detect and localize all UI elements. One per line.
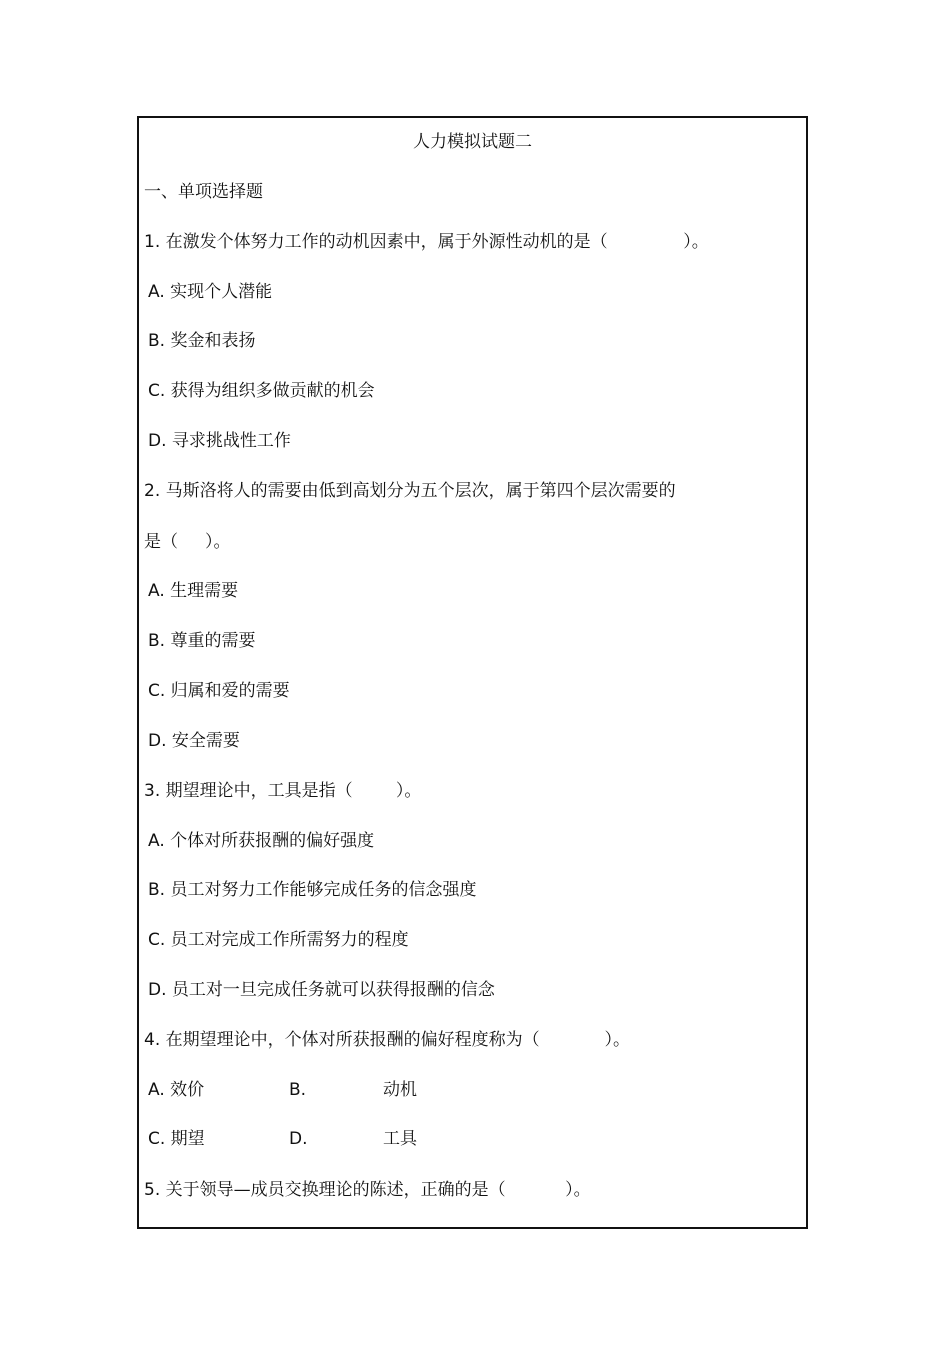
question-4-option-c: C. 期望: [148, 1129, 205, 1149]
question-2-option-a: A. 生理需要: [148, 581, 239, 601]
question-3-option-a: A. 个体对所获报酬的偏好强度: [148, 831, 375, 851]
question-5-stem: 5. 关于领导—成员交换理论的陈述，正确的是（ ）。: [144, 1180, 591, 1200]
question-4-option-a: A. 效价: [148, 1080, 205, 1100]
question-1-option-d: D. 寻求挑战性工作: [148, 431, 291, 451]
question-4-stem: 4. 在期望理论中，个体对所获报酬的偏好程度称为（ ）。: [144, 1030, 630, 1050]
question-2-stem-line-1: 2. 马斯洛将人的需要由低到高划分为五个层次，属于第四个层次需要的: [144, 481, 676, 501]
question-3-stem: 3. 期望理论中，工具是指（ ）。: [144, 781, 422, 801]
question-1-stem: 1. 在激发个体努力工作的动机因素中，属于外源性动机的是（ ）。: [144, 232, 709, 252]
question-1-option-a: A. 实现个人潜能: [148, 282, 273, 302]
question-2-stem-line-2: 是（ ）。: [144, 532, 231, 552]
question-4-option-b-text: 动机: [383, 1080, 417, 1100]
question-2-option-c: C. 归属和爱的需要: [148, 681, 290, 701]
page-title: 人力模拟试题二: [413, 132, 532, 152]
question-1-option-b: B. 奖金和表扬: [148, 331, 256, 351]
question-3-option-c: C. 员工对完成工作所需努力的程度: [148, 930, 409, 950]
question-3-option-d: D. 员工对一旦完成任务就可以获得报酬的信念: [148, 980, 495, 1000]
question-3-option-b: B. 员工对努力工作能够完成任务的信念强度: [148, 880, 477, 900]
question-2-option-b: B. 尊重的需要: [148, 631, 256, 651]
section-heading: 一、单项选择题: [144, 182, 263, 202]
question-4-option-d-letter: D.: [289, 1129, 308, 1149]
question-1-option-c: C. 获得为组织多做贡献的机会: [148, 381, 375, 401]
question-4-option-d-text: 工具: [383, 1129, 417, 1149]
question-4-option-b-letter: B.: [289, 1080, 307, 1100]
question-2-option-d: D. 安全需要: [148, 731, 240, 751]
